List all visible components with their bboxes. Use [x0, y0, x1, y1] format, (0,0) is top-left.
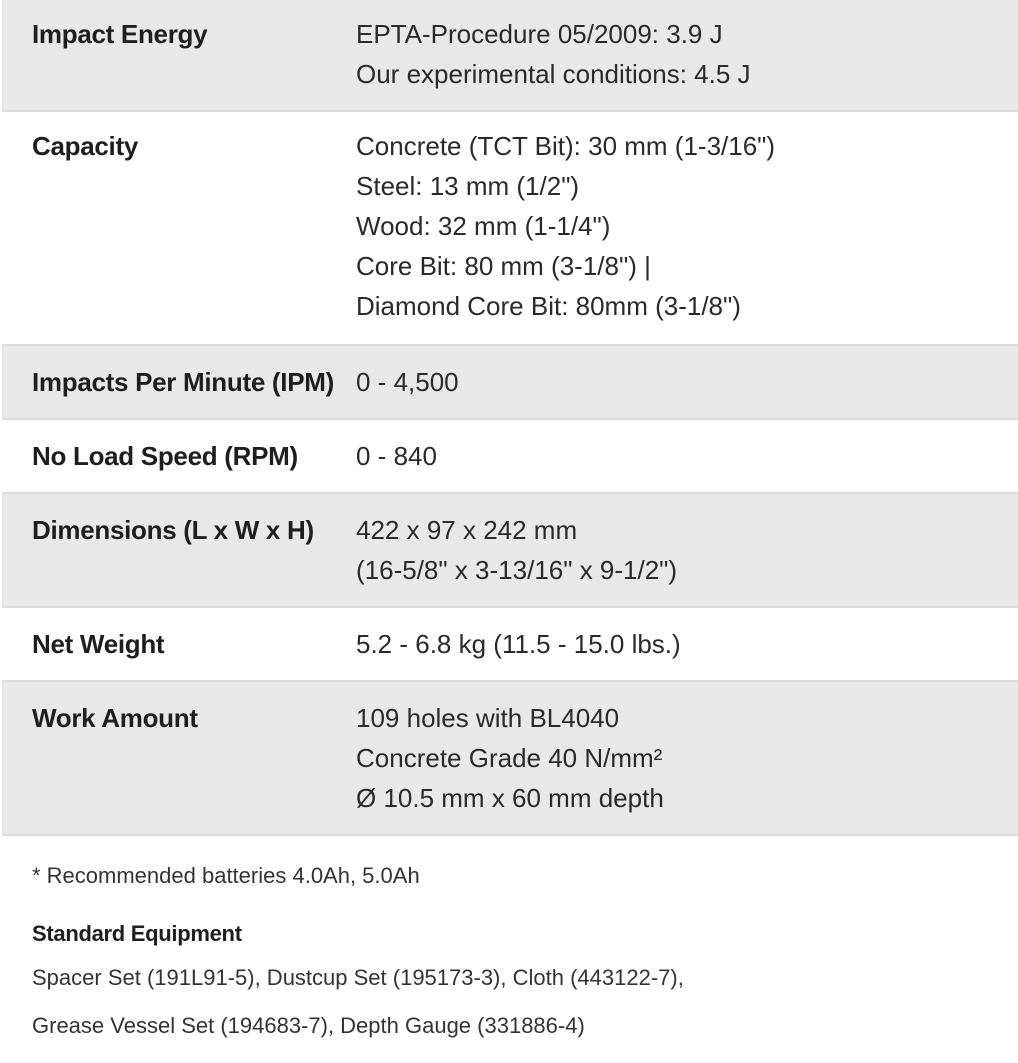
spec-label: Work Amount [32, 703, 198, 733]
spec-value: Our experimental conditions: 4.5 J [356, 59, 751, 89]
spec-label: Impact Energy [32, 19, 208, 49]
spec-value: 0 - 4,500 [356, 367, 459, 397]
spec-row-net-weight [2, 608, 1018, 682]
spec-value: 109 holes with BL4040 [356, 703, 620, 733]
spec-value: Steel: 13 mm (1/2") [356, 171, 580, 201]
spec-label: Net Weight [32, 629, 165, 659]
spec-values [356, 624, 1018, 680]
spec-label: No Load Speed (RPM) [32, 441, 298, 471]
spec-row-dimensions [2, 494, 1018, 608]
spec-value: 5.2 - 6.8 kg (11.5 - 15.0 lbs.) [356, 629, 681, 659]
spec-value: Diamond Core Bit: 80mm (3-1/8") [356, 291, 741, 321]
spec-row-impact-energy [2, 0, 1018, 112]
spec-value: EPTA-Procedure 05/2009: 3.9 J [356, 19, 723, 49]
spec-row-capacity [2, 112, 1018, 346]
spec-values [356, 436, 1018, 492]
spec-label: Impacts Per Minute (IPM) [32, 367, 334, 397]
spec-label: Dimensions (L x W x H) [32, 515, 314, 545]
spec-row-work-amount [2, 682, 1018, 836]
spec-values [356, 510, 1018, 606]
spec-value: Concrete Grade 40 N/mm² [356, 743, 663, 773]
spec-table [2, 0, 1018, 836]
spec-value: Ø 10.5 mm x 60 mm depth [356, 783, 664, 813]
spec-label: Capacity [32, 131, 138, 161]
standard-equipment-heading: Standard Equipment [32, 921, 242, 946]
spec-footer [32, 856, 1002, 1050]
spec-value: Core Bit: 80 mm (3-1/8") | [356, 251, 651, 281]
battery-note: * Recommended batteries 4.0Ah, 5.0Ah [32, 863, 420, 888]
equipment-line: Grease Vessel Set (194683-7), Depth Gauge (331886-4) [32, 1013, 585, 1038]
spec-row-impacts-per-minute [2, 346, 1018, 420]
spec-value: (16-5/8" x 3-13/16" x 9-1/2") [356, 555, 678, 585]
spec-row-no-load-speed [2, 420, 1018, 494]
spec-value: 0 - 840 [356, 441, 437, 471]
equipment-line: Spacer Set (191L91-5), Dustcup Set (195173-3), Cloth (443122-7), [32, 965, 684, 990]
spec-value: Concrete (TCT Bit): 30 mm (1-3/16") [356, 131, 776, 161]
spec-values [356, 126, 1018, 344]
spec-values [356, 362, 1018, 418]
spec-value: Wood: 32 mm (1-1/4") [356, 211, 611, 241]
spec-values [356, 14, 1018, 110]
spec-value: 422 x 97 x 242 mm [356, 515, 578, 545]
spec-values [356, 698, 1018, 834]
